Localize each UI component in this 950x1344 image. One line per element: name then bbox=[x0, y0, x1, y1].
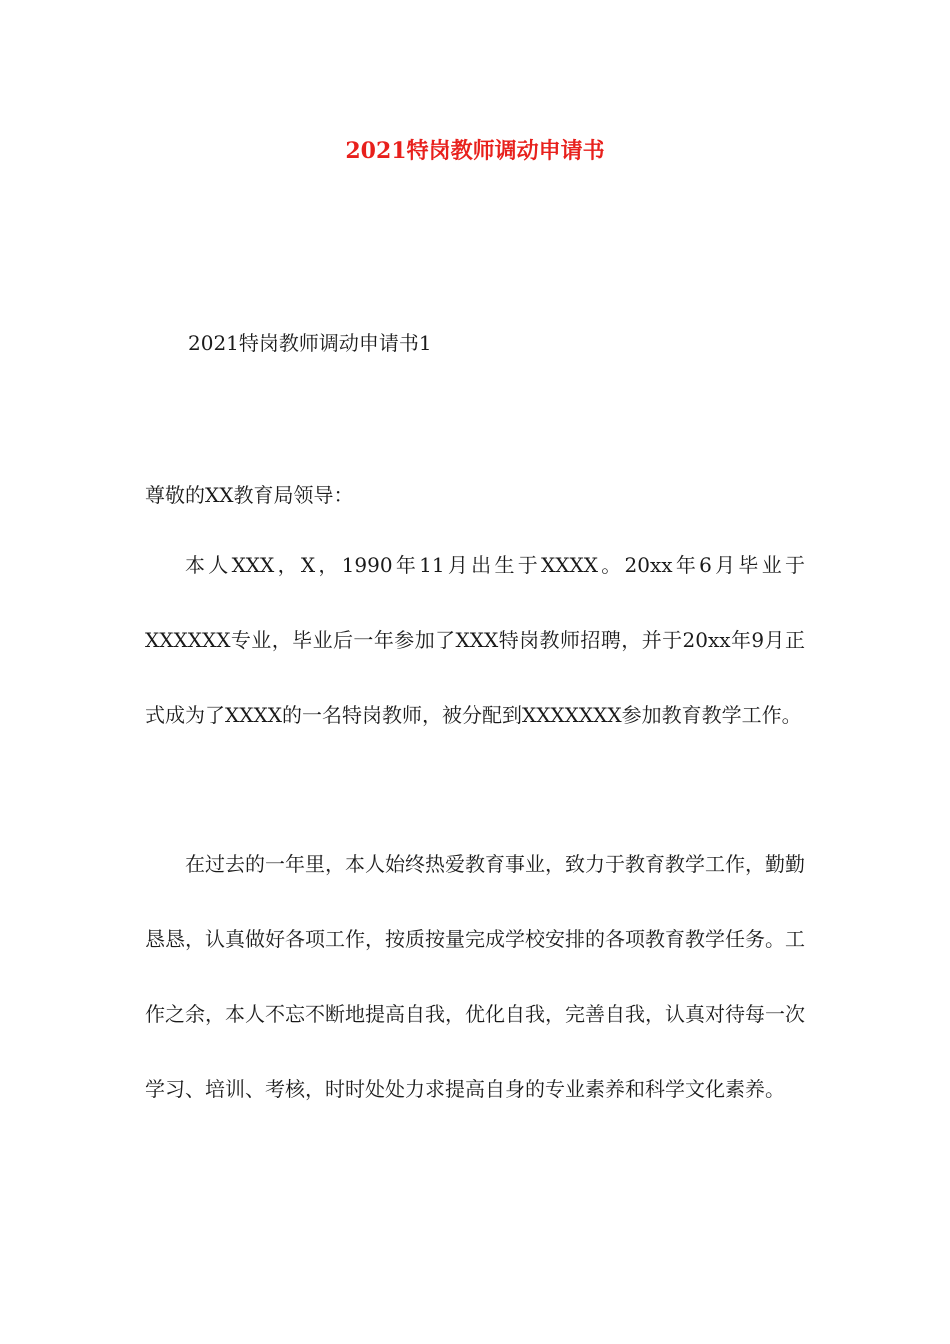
document-title: 2021特岗教师调动申请书 bbox=[345, 138, 605, 164]
body-paragraph: 在过去的一年里，本人始终热爱教育事业，致力于教育教学工作，勤勤恳恳，认真做好各项工作，按质按量完成学校安排的各项教育教学任务。工作之余，本人不忘不断地提高自我，优化自我，完善自我，认真对待每一次学习、培训、考核，时时处处力求提高自身的专业素养和科学文化素养。 bbox=[145, 852, 805, 1101]
body-paragraph: 本人XXX，X，1990年11月出生于XXXX。20xx年6月毕业于XXXXXX专业，毕业后一年参加了XXX特岗教师招聘，并于20xx年9月正式成为了XXXX的一名特岗教师，被分配到XXXXXXX参加教育教学工作。 bbox=[145, 553, 805, 727]
salutation: 尊敬的XX教育局领导： bbox=[145, 483, 354, 507]
section-heading: 2021特岗教师调动申请书1 bbox=[188, 331, 432, 355]
